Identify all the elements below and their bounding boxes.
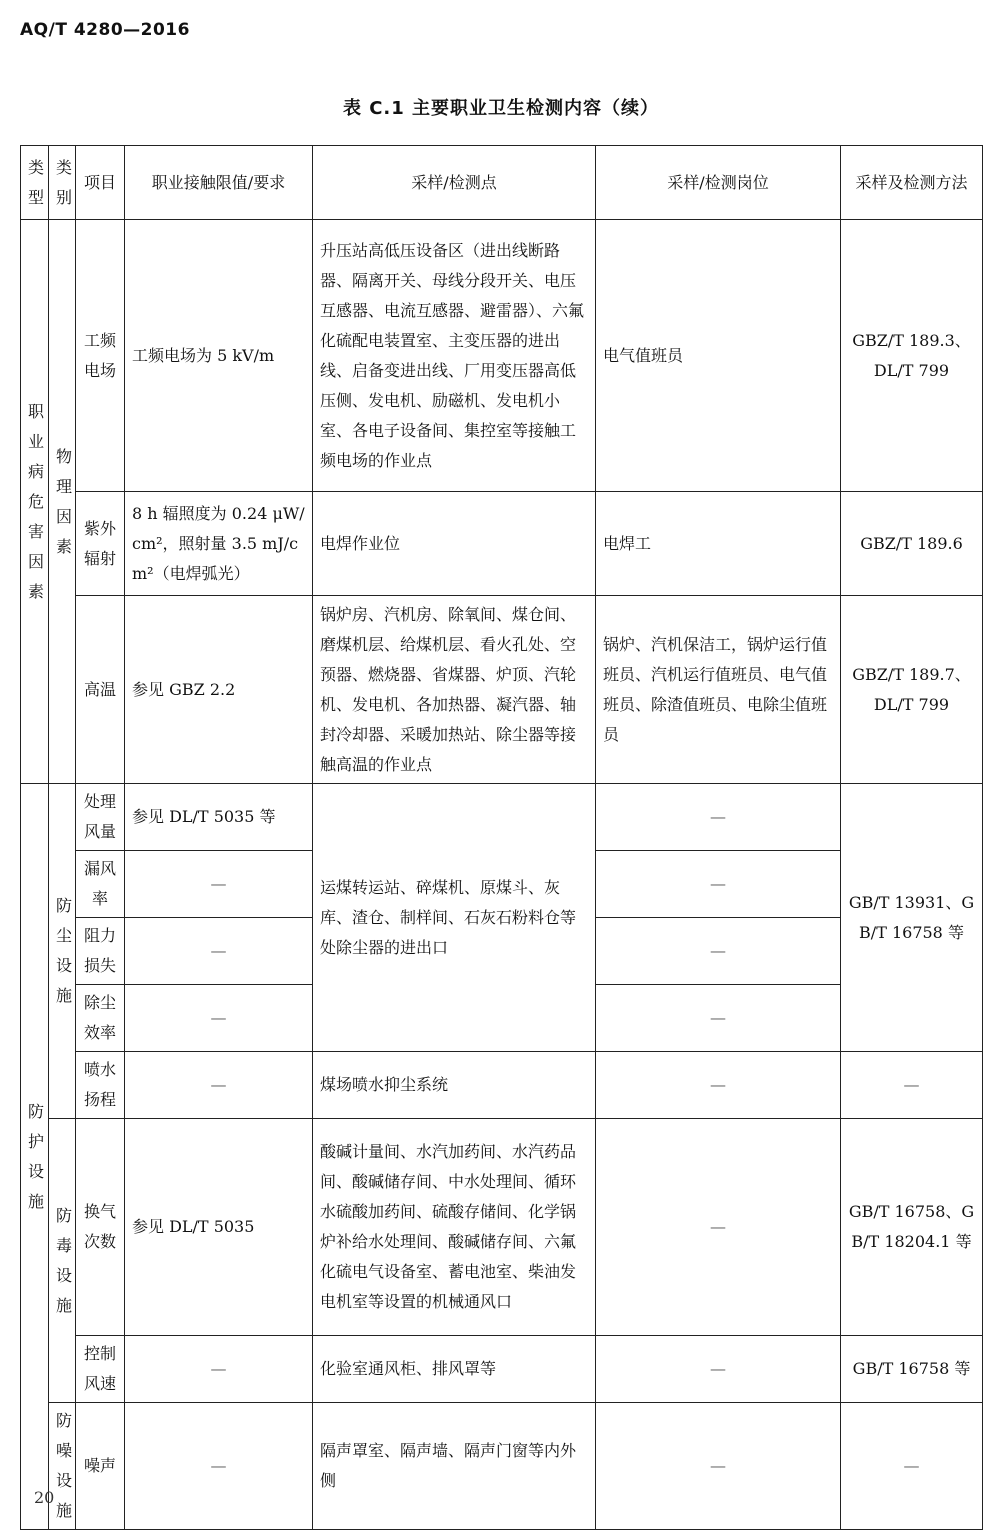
limit-cell: — <box>125 851 313 918</box>
item-cell: 紫外辐射 <box>76 492 125 596</box>
point-cell: 煤场喷水抑尘系统 <box>313 1052 596 1119</box>
item-cell: 除尘效率 <box>76 985 125 1052</box>
post-cell: — <box>596 985 841 1052</box>
item-cell: 漏风率 <box>76 851 125 918</box>
post-cell: — <box>596 1336 841 1403</box>
method-cell: GBZ/T 189.7、DL/T 799 <box>841 596 983 784</box>
limit-cell: — <box>125 1052 313 1119</box>
method-cell: GBZ/T 189.6 <box>841 492 983 596</box>
method-cell: GBZ/T 189.3、DL/T 799 <box>841 220 983 492</box>
limit-cell: — <box>125 1336 313 1403</box>
item-cell: 高温 <box>76 596 125 784</box>
item-cell: 控制风速 <box>76 1336 125 1403</box>
detection-table <box>20 145 983 1530</box>
method-cell: GB/T 16758、GB/T 18204.1 等 <box>841 1119 983 1336</box>
table-row <box>21 1336 983 1403</box>
limit-cell: — <box>125 1403 313 1530</box>
limit-cell: 参见 GBZ 2.2 <box>125 596 313 784</box>
point-cell: 锅炉房、汽机房、除氧间、煤仓间、磨煤机层、给煤机层、看火孔处、空预器、燃烧器、省煤器、炉顶、汽轮机、发电机、各加热器、凝汽器、轴封冷却器、采暖加热站、除尘器等接触高温的作业点 <box>313 596 596 784</box>
post-cell: 锅炉、汽机保洁工，锅炉运行值班员、汽机运行值班员、电气值班员、除渣值班员、电除尘值班员 <box>596 596 841 784</box>
limit-cell: — <box>125 918 313 985</box>
group-occ-hazard: 职业病危害因素 <box>21 220 49 784</box>
point-cell: 升压站高低压设备区（进出线断路器、隔离开关、母线分段开关、电压互感器、电流互感器、避雷器）、六氟化硫配电装置室、主变压器的进出线、启备变进出线、厂用变压器高低压侧、发电机、励磁机、发电机小室、各电子设备间、集控室等接触工频电场的作业点 <box>313 220 596 492</box>
page-number: 20 <box>34 1488 55 1507</box>
col-header-sample-post: 采样/检测岗位 <box>596 146 841 220</box>
post-cell: — <box>596 1119 841 1336</box>
post-cell: — <box>596 851 841 918</box>
col-header-category: 类别 <box>49 146 76 220</box>
table-row <box>21 492 983 596</box>
limit-cell: 参见 DL/T 5035 <box>125 1119 313 1336</box>
group-noise: 防噪设施 <box>49 1403 76 1530</box>
point-cell: 酸碱计量间、水汽加药间、水汽药品间、酸碱储存间、中水处理间、循环水硫酸加药间、硫酸存储间、化学锅炉补给水处理间、酸碱储存间、六氟化硫电气设备室、蓄电池室、柴油发电机室等设置的机械通风口 <box>313 1119 596 1336</box>
point-cell: 隔声罩室、隔声墙、隔声门窗等内外侧 <box>313 1403 596 1530</box>
method-cell: GB/T 16758 等 <box>841 1336 983 1403</box>
limit-cell: 8 h 辐照度为 0.24 μW/cm²，照射量 3.5 mJ/cm²（电焊弧光） <box>125 492 313 596</box>
post-cell: — <box>596 1052 841 1119</box>
standard-header: AQ/T 4280—2016 <box>20 20 190 40</box>
limit-cell: — <box>125 985 313 1052</box>
table-row <box>21 220 983 492</box>
item-cell: 噪声 <box>76 1403 125 1530</box>
table-row <box>21 784 983 851</box>
method-cell: — <box>841 1403 983 1530</box>
method-cell: GB/T 13931、GB/T 16758 等 <box>841 784 983 1052</box>
col-header-sample-point: 采样/检测点 <box>313 146 596 220</box>
item-cell: 喷水扬程 <box>76 1052 125 1119</box>
col-header-type: 类型 <box>21 146 49 220</box>
limit-cell: 工频电场为 5 kV/m <box>125 220 313 492</box>
item-cell: 阻力损失 <box>76 918 125 985</box>
group-physical: 物理因素 <box>49 220 76 784</box>
post-cell: — <box>596 784 841 851</box>
item-cell: 工频电场 <box>76 220 125 492</box>
table-row <box>21 1052 983 1119</box>
post-cell: — <box>596 1403 841 1530</box>
header-row <box>21 146 983 220</box>
col-header-limit: 职业接触限值/要求 <box>125 146 313 220</box>
item-cell: 换气次数 <box>76 1119 125 1336</box>
table-row <box>21 1403 983 1530</box>
group-protection: 防护设施 <box>21 784 49 1530</box>
group-dust: 防尘设施 <box>49 784 76 1119</box>
post-cell: 电气值班员 <box>596 220 841 492</box>
col-header-item: 项目 <box>76 146 125 220</box>
group-toxic: 防毒设施 <box>49 1119 76 1403</box>
table-title: 表 C.1 主要职业卫生检测内容（续） <box>342 98 660 119</box>
method-cell: — <box>841 1052 983 1119</box>
post-cell: — <box>596 918 841 985</box>
point-cell: 电焊作业位 <box>313 492 596 596</box>
point-cell: 运煤转运站、碎煤机、原煤斗、灰库、渣仓、制样间、石灰石粉料仓等处除尘器的进出口 <box>313 784 596 1052</box>
post-cell: 电焊工 <box>596 492 841 596</box>
limit-cell: 参见 DL/T 5035 等 <box>125 784 313 851</box>
point-cell: 化验室通风柜、排风罩等 <box>313 1336 596 1403</box>
col-header-method: 采样及检测方法 <box>841 146 983 220</box>
table-row <box>21 596 983 784</box>
table-row <box>21 1119 983 1336</box>
item-cell: 处理风量 <box>76 784 125 851</box>
